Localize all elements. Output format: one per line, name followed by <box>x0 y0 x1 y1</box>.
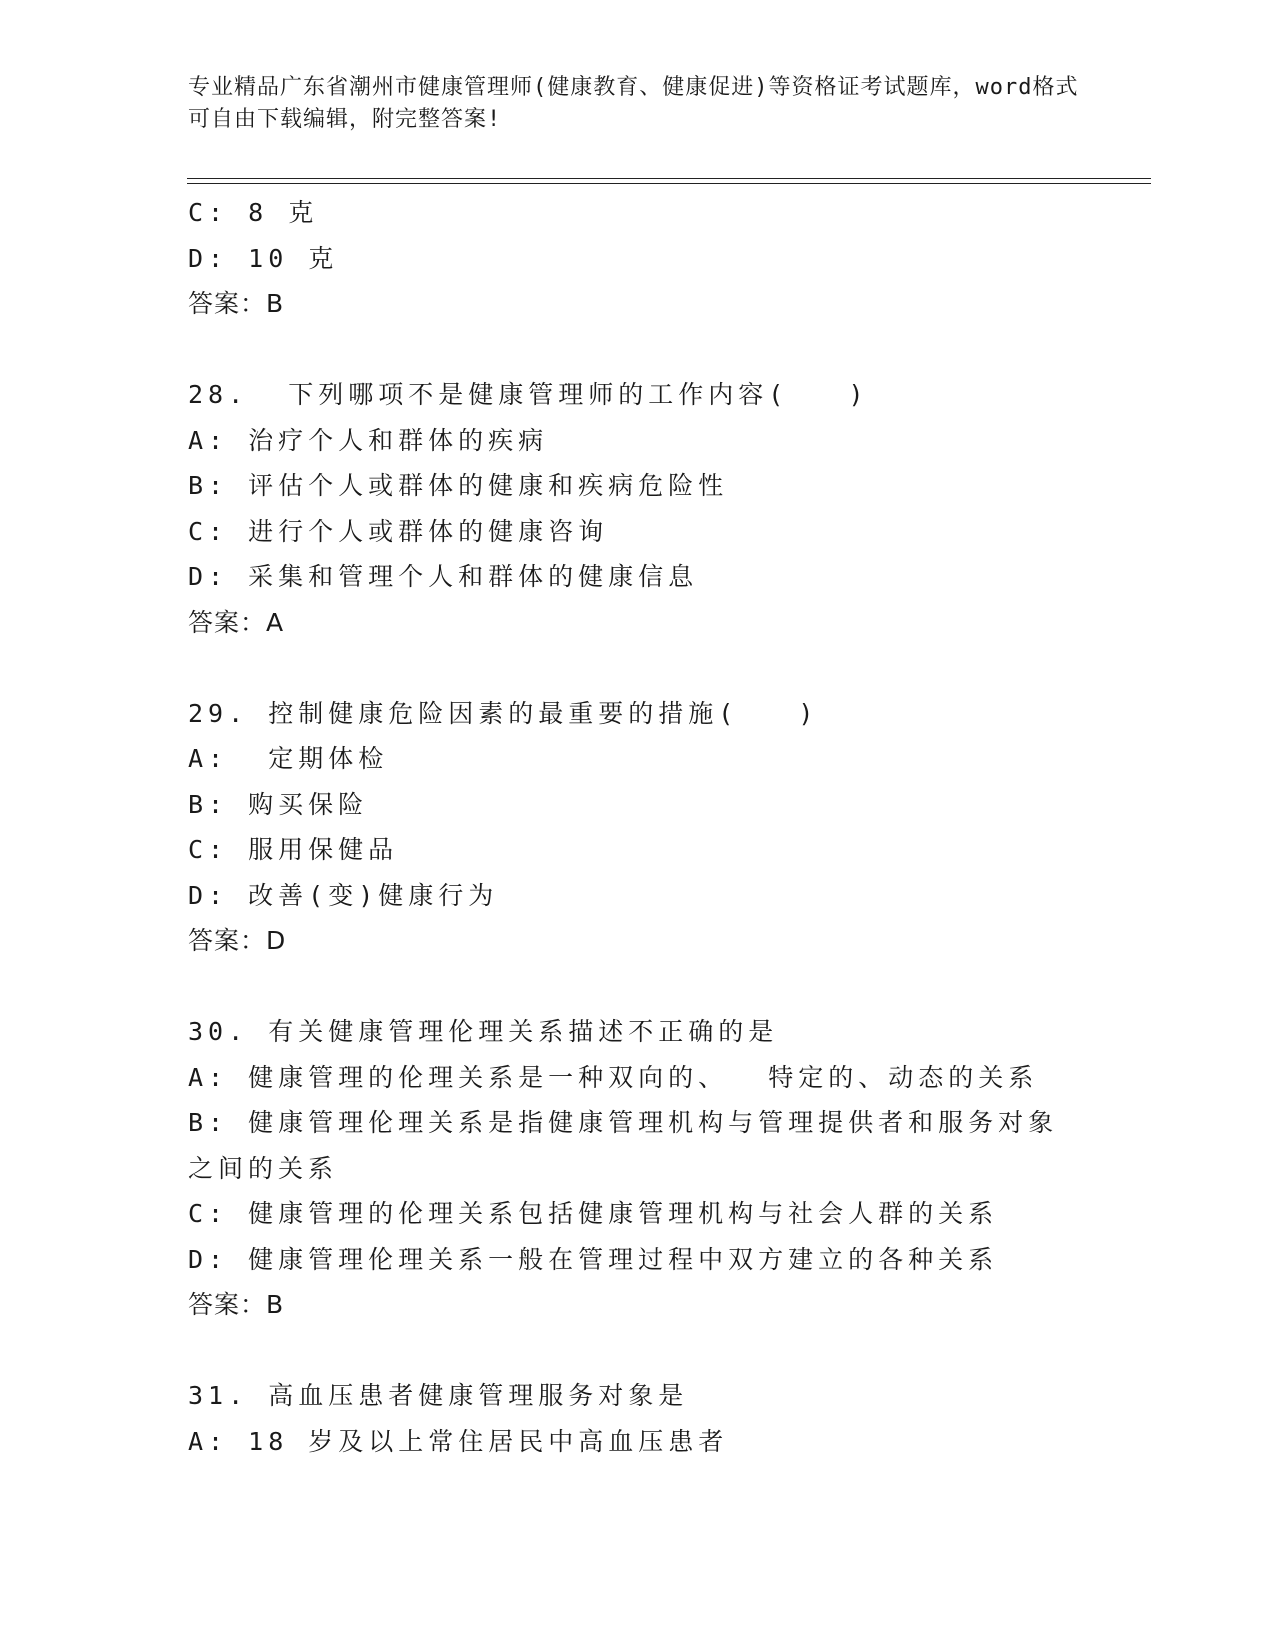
option-d: D: 改善(变)健康行为 <box>188 880 499 910</box>
header-divider-bottom <box>187 183 1151 184</box>
header-intro-text: 专业精品广东省潮州市健康管理师(健康教育、健康促进)等资格证考试题库，word格式可自由下载编辑，附完整答案! <box>188 75 1079 132</box>
option-a: A: 18 岁及以上常住居民中高血压患者 <box>188 1426 729 1456</box>
question-stem: 31. 高血压患者健康管理服务对象是 <box>188 1381 689 1410</box>
question-stem: 29. 控制健康危险因素的最重要的措施( ) <box>188 698 819 728</box>
answer-line: 答案：B <box>188 1290 285 1319</box>
option-b: B: 购买保险 <box>188 789 369 819</box>
option-c: C: 进行个人或群体的健康咨询 <box>188 516 609 546</box>
option-a: A: 治疗个人和群体的疾病 <box>188 425 549 455</box>
question-stem: 30. 有关健康管理伦理关系描述不正确的是 <box>188 1017 779 1046</box>
option-a: A: 定期体检 <box>188 744 389 773</box>
answer-line: 答案：D <box>188 926 287 955</box>
spacer <box>188 964 1088 1010</box>
option-c: C: 健康管理的伦理关系包括健康管理机构与社会人群的关系 <box>188 1199 999 1228</box>
option-d: D: 采集和管理个人和群体的健康信息 <box>188 562 699 591</box>
document-header <box>188 72 1098 136</box>
question-30 <box>188 1009 1088 1328</box>
answer-line: 答案：A <box>188 607 285 637</box>
option-b: B: 评估个人或群体的健康和疾病危险性 <box>188 471 729 500</box>
spacer <box>188 645 1088 691</box>
option-c: C: 8 克 <box>188 198 319 227</box>
option-c: C: 服用保健品 <box>188 835 399 864</box>
question-list <box>188 190 1088 1464</box>
spacer <box>188 1328 1088 1374</box>
answer-line: 答案：B <box>188 289 285 318</box>
question-31 <box>188 1373 1088 1464</box>
question-28 <box>188 372 1088 645</box>
option-a: A: 健康管理的伦理关系是一种双向的、 特定的、动态的关系 <box>188 1062 1039 1092</box>
option-d: D: 10 克 <box>188 243 339 273</box>
question-27-tail <box>188 190 1088 327</box>
header-divider-top <box>187 178 1151 179</box>
option-d: D: 健康管理伦理关系一般在管理过程中双方建立的各种关系 <box>188 1244 999 1274</box>
option-b: B: 健康管理伦理关系是指健康管理机构与管理提供者和服务对象之间的关系 <box>188 1108 1059 1183</box>
question-stem: 28. 下列哪项不是健康管理师的工作内容( ) <box>188 380 869 409</box>
spacer <box>188 327 1088 373</box>
question-29 <box>188 691 1088 964</box>
